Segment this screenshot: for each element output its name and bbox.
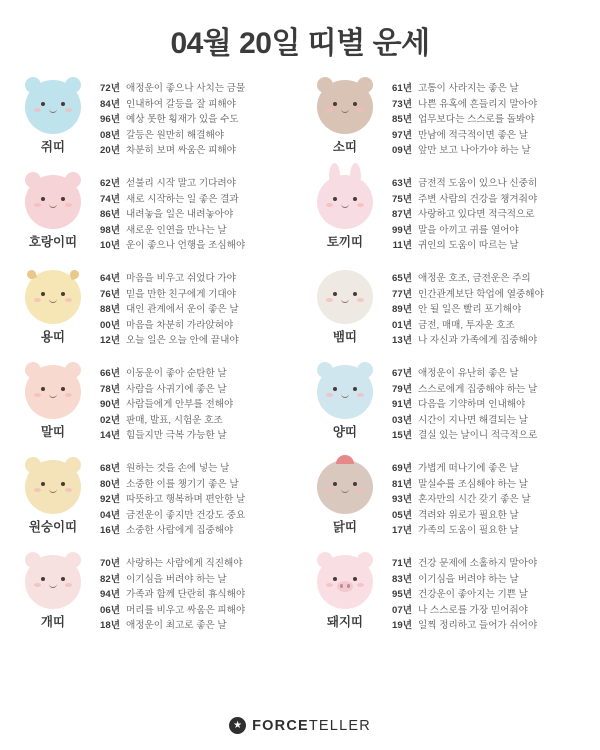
fortune-text: 머리를 비우고 싸움은 피해야 <box>126 604 246 616</box>
zodiac-avatar <box>317 555 373 609</box>
fortune-line <box>384 461 588 477</box>
ear-icon <box>65 172 81 188</box>
zodiac-card <box>10 167 298 262</box>
fortune-line <box>384 618 588 634</box>
fortune-line <box>92 603 296 619</box>
fortune-text: 운이 좋으나 언행을 조심해야 <box>126 240 246 252</box>
zodiac-avatar <box>25 175 81 229</box>
fortune-text: 안 될 일은 빨리 포기해야 <box>418 304 522 316</box>
fortune-text: 이기심을 버려야 하는 날 <box>418 573 519 585</box>
zodiac-avatar-column <box>14 363 92 440</box>
page-title: 04월 20일 띠별 운세 <box>170 27 430 60</box>
comb-icon <box>336 455 354 464</box>
zodiac-avatar <box>25 80 81 134</box>
fortune-line <box>384 238 588 254</box>
birth-year: 82년 <box>100 573 120 585</box>
fortune-text: 내려놓을 일은 내려놓아야 <box>126 209 234 221</box>
fortune-line <box>92 413 296 429</box>
fortune-line <box>384 428 588 444</box>
fortune-line <box>92 176 296 192</box>
birth-year: 19년 <box>392 620 412 632</box>
fortune-text: 나쁜 유혹에 흔들리지 말아야 <box>418 98 538 110</box>
ear-icon <box>65 552 81 568</box>
fortune-line <box>384 302 588 318</box>
fortune-line <box>384 287 588 303</box>
birth-year: 72년 <box>100 83 120 94</box>
zodiac-avatar <box>25 555 81 609</box>
fortune-text: 결실 있는 날이니 적극적으로 <box>418 430 538 442</box>
birth-year: 89년 <box>392 304 412 316</box>
fortune-text: 금전, 매매, 투자운 호조 <box>418 319 515 331</box>
fortune-text: 원하는 것을 손에 넣는 날 <box>126 463 230 474</box>
fortune-text: 고통이 사라지는 좋은 날 <box>418 83 519 94</box>
fortune-lines <box>384 363 588 444</box>
fortune-text: 금전운이 좋지만 건강도 중요 <box>126 509 246 521</box>
zodiac-avatar <box>317 270 373 324</box>
fortune-line <box>92 143 296 159</box>
zodiac-name: 용띠 <box>40 330 66 344</box>
zodiac-avatar-column <box>14 173 92 250</box>
fortune-text: 애정운이 최고로 좋은 날 <box>126 620 227 632</box>
birth-year: 16년 <box>100 525 120 537</box>
brand-light: TELLER <box>308 717 371 734</box>
birth-year: 02년 <box>100 414 120 426</box>
fortune-text: 소중한 이를 챙기기 좋은 날 <box>126 478 239 490</box>
birth-year: 84년 <box>100 98 120 110</box>
fortune-line <box>384 508 588 524</box>
fortune-line <box>384 556 588 572</box>
birth-year: 15년 <box>392 430 412 442</box>
birth-year: 96년 <box>100 114 120 126</box>
birth-year: 91년 <box>392 399 412 411</box>
birth-year: 10년 <box>100 240 120 252</box>
zodiac-card <box>10 547 298 642</box>
fortune-text: 애정운 호조, 금전운은 주의 <box>418 273 531 284</box>
fortune-line <box>384 523 588 539</box>
zodiac-avatar <box>25 270 81 324</box>
fortune-line <box>384 143 588 159</box>
zodiac-name: 개띠 <box>40 615 66 629</box>
zodiac-card <box>302 167 590 262</box>
fortune-text: 나 자신과 가족에게 집중해야 <box>418 335 538 347</box>
birth-year: 00년 <box>100 319 120 331</box>
fortune-text: 오늘 일은 오늘 안에 끝내야 <box>126 335 239 347</box>
fortune-line <box>92 192 296 208</box>
fortune-text: 사랑하고 있다면 적극적으로 <box>418 209 535 221</box>
fortune-line <box>92 128 296 144</box>
fortune-line <box>92 238 296 254</box>
zodiac-name: 돼지띠 <box>326 615 364 629</box>
fortune-line <box>384 333 588 349</box>
zodiac-card <box>302 262 590 357</box>
zodiac-name: 쥐띠 <box>40 140 66 154</box>
zodiac-grid <box>0 72 600 642</box>
star-icon: ★ <box>229 717 246 734</box>
fortune-text: 차분히 보며 싸움은 피해야 <box>126 145 236 157</box>
zodiac-avatar <box>317 460 373 514</box>
snout-icon <box>337 581 353 592</box>
face-icon <box>325 377 365 407</box>
fortune-text: 가볍게 떠나기에 좋은 날 <box>418 463 519 474</box>
birth-year: 06년 <box>100 604 120 616</box>
birth-year: 65년 <box>392 273 412 284</box>
fortune-lines <box>384 458 588 539</box>
fortune-lines <box>92 553 296 634</box>
fortune-text: 혼자만의 시간 갖기 좋은 날 <box>418 494 531 506</box>
fortune-text: 애정운이 유난히 좋은 날 <box>418 368 519 379</box>
birth-year: 62년 <box>100 178 120 189</box>
fortune-lines <box>384 553 588 634</box>
fortune-text: 힘들지만 극복 가능한 날 <box>126 430 227 442</box>
brand-name <box>252 718 371 734</box>
zodiac-avatar-column <box>14 268 92 345</box>
fortune-line <box>92 523 296 539</box>
fortune-text: 사람을 사귀기에 좋은 날 <box>126 383 227 395</box>
fortune-text: 말을 아끼고 귀를 열어야 <box>418 224 519 236</box>
zodiac-avatar <box>317 365 373 419</box>
ear-icon <box>25 457 41 473</box>
zodiac-avatar-column <box>306 458 384 535</box>
birth-year: 01년 <box>392 319 412 331</box>
fortune-text: 건강운이 좋아지는 기쁜 날 <box>418 589 528 601</box>
birth-year: 04년 <box>100 509 120 521</box>
fortune-line <box>384 587 588 603</box>
fortune-text: 귀인의 도움이 따르는 날 <box>418 240 519 252</box>
fortune-line <box>92 428 296 444</box>
fortune-text: 시간이 지나면 해결되는 날 <box>418 414 528 426</box>
ear-icon <box>25 172 41 188</box>
fortune-line <box>92 572 296 588</box>
fortune-text: 주변 사람의 건강을 챙겨줘야 <box>418 193 538 205</box>
face-icon <box>325 472 365 502</box>
fortune-line <box>384 318 588 334</box>
fortune-text: 만남에 적극적이면 좋은 날 <box>418 129 528 141</box>
zodiac-card <box>10 262 298 357</box>
face-icon <box>33 377 73 407</box>
zodiac-card <box>302 357 590 452</box>
birth-year: 77년 <box>392 288 412 300</box>
zodiac-card <box>302 452 590 547</box>
zodiac-avatar-column <box>306 173 384 250</box>
zodiac-name: 말띠 <box>40 425 66 439</box>
fortune-line <box>384 413 588 429</box>
birth-year: 95년 <box>392 589 412 601</box>
fortune-line <box>92 318 296 334</box>
fortune-line <box>92 508 296 524</box>
fortune-text: 이기심을 버려야 하는 날 <box>126 573 227 585</box>
fortune-line <box>384 397 588 413</box>
fortune-line <box>92 112 296 128</box>
birth-year: 68년 <box>100 463 120 474</box>
fortune-line <box>384 382 588 398</box>
zodiac-avatar-column <box>306 78 384 155</box>
birth-year: 66년 <box>100 368 120 379</box>
fortune-text: 따뜻하고 행복하며 편안한 날 <box>126 494 246 506</box>
ear-icon <box>357 77 373 93</box>
fortune-line <box>384 366 588 382</box>
fortune-text: 새로운 인연을 만나는 날 <box>126 224 227 236</box>
fortune-line <box>92 207 296 223</box>
fortune-text: 예상 못한 횡재가 있을 수도 <box>126 114 239 126</box>
fortune-line <box>384 223 588 239</box>
fortune-text: 격려와 위로가 필요한 날 <box>418 509 519 521</box>
fortune-line <box>384 572 588 588</box>
fortune-text: 이동운이 좋아 순탄한 날 <box>126 368 227 379</box>
birth-year: 08년 <box>100 129 120 141</box>
fortune-lines <box>92 458 296 539</box>
birth-year: 80년 <box>100 478 120 490</box>
face-icon <box>33 472 73 502</box>
zodiac-card <box>302 72 590 167</box>
birth-year: 81년 <box>392 478 412 490</box>
birth-year: 94년 <box>100 589 120 601</box>
birth-year: 98년 <box>100 224 120 236</box>
face-icon <box>325 282 365 312</box>
ear-icon <box>329 163 340 185</box>
fortune-text: 애정운이 좋으나 사치는 금물 <box>126 83 246 94</box>
birth-year: 83년 <box>392 573 412 585</box>
birth-year: 86년 <box>100 209 120 221</box>
zodiac-avatar-column <box>306 363 384 440</box>
zodiac-avatar <box>317 80 373 134</box>
fortune-line <box>384 192 588 208</box>
fortune-text: 소중한 사람에게 집중해야 <box>126 525 234 537</box>
fortune-lines <box>384 173 588 254</box>
birth-year: 64년 <box>100 273 120 284</box>
fortune-text: 금전적 도움이 있으나 신중히 <box>418 178 538 189</box>
face-icon <box>325 187 365 217</box>
zodiac-card <box>10 357 298 452</box>
zodiac-name: 뱀띠 <box>332 330 358 344</box>
zodiac-avatar-column <box>14 78 92 155</box>
face-icon <box>325 92 365 122</box>
zodiac-card <box>10 72 298 167</box>
birth-year: 93년 <box>392 494 412 506</box>
fortune-line <box>384 492 588 508</box>
ear-icon <box>317 552 333 568</box>
birth-year: 70년 <box>100 558 120 569</box>
birth-year: 76년 <box>100 288 120 300</box>
birth-year: 14년 <box>100 430 120 442</box>
birth-year: 69년 <box>392 463 412 474</box>
fortune-line <box>92 223 296 239</box>
fortune-line <box>92 382 296 398</box>
birth-year: 13년 <box>392 335 412 347</box>
fortune-line <box>92 366 296 382</box>
face-icon <box>33 187 73 217</box>
fortune-line <box>384 128 588 144</box>
zodiac-avatar <box>25 365 81 419</box>
ear-icon <box>357 362 373 378</box>
birth-year: 71년 <box>392 558 412 569</box>
birth-year: 75년 <box>392 193 412 205</box>
birth-year: 17년 <box>392 525 412 537</box>
fortune-text: 가족의 도움이 필요한 날 <box>418 525 519 537</box>
birth-year: 90년 <box>100 399 120 411</box>
birth-year: 78년 <box>100 383 120 395</box>
fortune-line <box>92 492 296 508</box>
fortune-line <box>92 556 296 572</box>
fortune-line <box>92 302 296 318</box>
zodiac-card <box>10 452 298 547</box>
zodiac-avatar-column <box>306 268 384 345</box>
zodiac-name: 양띠 <box>332 425 358 439</box>
fortune-text: 판매, 발표, 시험운 호조 <box>126 414 223 426</box>
zodiac-avatar <box>317 175 373 229</box>
fortune-text: 앞만 보고 나아가야 하는 날 <box>418 145 531 157</box>
fortune-line <box>384 477 588 493</box>
zodiac-name: 소띠 <box>332 140 358 154</box>
fortune-line <box>92 397 296 413</box>
zodiac-name: 토끼띠 <box>326 235 364 249</box>
footer-brand <box>0 717 600 734</box>
zodiac-name: 원숭이띠 <box>28 520 78 534</box>
fortune-line <box>384 112 588 128</box>
birth-year: 63년 <box>392 178 412 189</box>
ear-icon <box>350 163 361 185</box>
birth-year: 12년 <box>100 335 120 347</box>
ear-icon <box>25 77 41 93</box>
fortune-text: 말실수를 조심해야 하는 날 <box>418 478 528 490</box>
fortune-line <box>92 97 296 113</box>
zodiac-avatar-column <box>306 553 384 630</box>
birth-year: 05년 <box>392 509 412 521</box>
fortune-lines <box>384 268 588 349</box>
fortune-line <box>92 618 296 634</box>
fortune-line <box>384 97 588 113</box>
birth-year: 87년 <box>392 209 412 221</box>
birth-year: 73년 <box>392 98 412 110</box>
fortune-text: 믿을 만한 친구에게 기대야 <box>126 288 236 300</box>
ear-icon <box>25 552 41 568</box>
fortune-lines <box>384 78 588 159</box>
fortune-text: 인내하여 갈등을 잘 피해야 <box>126 98 236 110</box>
birth-year: 07년 <box>392 604 412 616</box>
fortune-lines <box>92 268 296 349</box>
ear-icon <box>25 362 41 378</box>
birth-year: 20년 <box>100 145 120 157</box>
birth-year: 92년 <box>100 494 120 506</box>
fortune-line <box>384 81 588 97</box>
fortune-line <box>92 461 296 477</box>
birth-year: 74년 <box>100 193 120 205</box>
ear-icon <box>317 77 333 93</box>
fortune-text: 마음을 비우고 쉬었다 가야 <box>126 273 236 284</box>
birth-year: 09년 <box>392 145 412 157</box>
fortune-line <box>384 207 588 223</box>
birth-year: 03년 <box>392 414 412 426</box>
fortune-line <box>92 477 296 493</box>
fortune-line <box>92 271 296 287</box>
zodiac-name: 닭띠 <box>332 520 358 534</box>
fortune-line <box>92 333 296 349</box>
fortune-line <box>92 287 296 303</box>
fortune-text: 스스로에게 집중해야 하는 날 <box>418 383 538 395</box>
fortune-lines <box>92 363 296 444</box>
birth-year: 79년 <box>392 383 412 395</box>
fortune-line <box>92 587 296 603</box>
fortune-line <box>92 81 296 97</box>
fortune-text: 업무보다는 스스로를 돌봐야 <box>418 114 535 126</box>
fortune-text: 다음을 기약하며 인내해야 <box>418 399 526 411</box>
ear-icon <box>65 362 81 378</box>
horn-icon <box>69 269 81 281</box>
zodiac-avatar-column <box>14 458 92 535</box>
brand-bold: FORCE <box>252 717 309 734</box>
fortune-text: 나 스스로를 가장 믿어줘야 <box>418 604 528 616</box>
horn-icon <box>26 269 38 281</box>
ear-icon <box>317 362 333 378</box>
birth-year: 11년 <box>392 240 412 252</box>
fortune-text: 가족과 함께 단란히 휴식해야 <box>126 589 246 601</box>
fortune-text: 사랑하는 사람에게 직진해야 <box>126 558 243 569</box>
birth-year: 61년 <box>392 83 412 94</box>
fortune-line <box>384 271 588 287</box>
fortune-text: 새로 시작하는 일 좋은 결과 <box>126 193 239 205</box>
birth-year: 97년 <box>392 129 412 141</box>
zodiac-card <box>302 547 590 642</box>
fortune-text: 건강 문제에 소홀하지 말아야 <box>418 558 538 569</box>
face-icon <box>33 567 73 597</box>
ear-icon <box>65 77 81 93</box>
ear-icon <box>65 457 81 473</box>
birth-year: 85년 <box>392 114 412 126</box>
fortune-text: 마음을 차분히 가라앉혀야 <box>126 319 234 331</box>
fortune-line <box>384 176 588 192</box>
fortune-text: 인간관계보단 학업에 열중해야 <box>418 288 544 300</box>
fortune-text: 사람들에게 안부를 전해야 <box>126 399 234 411</box>
fortune-lines <box>92 78 296 159</box>
fortune-text: 일찍 정리하고 들어가 쉬어야 <box>418 620 538 632</box>
fortune-text: 대인 관계에서 운이 좋은 날 <box>126 304 239 316</box>
zodiac-avatar-column <box>14 553 92 630</box>
zodiac-name: 호랑이띠 <box>28 235 78 249</box>
birth-year: 99년 <box>392 224 412 236</box>
fortune-line <box>384 603 588 619</box>
zodiac-avatar <box>25 460 81 514</box>
birth-year: 18년 <box>100 620 120 632</box>
face-icon <box>33 92 73 122</box>
ear-icon <box>357 552 373 568</box>
birth-year: 88년 <box>100 304 120 316</box>
birth-year: 67년 <box>392 368 412 379</box>
fortune-text: 섣불리 시작 말고 기다려야 <box>126 178 236 189</box>
fortune-lines <box>92 173 296 254</box>
face-icon <box>33 282 73 312</box>
fortune-text: 갈등은 원만히 해결해야 <box>126 129 225 141</box>
